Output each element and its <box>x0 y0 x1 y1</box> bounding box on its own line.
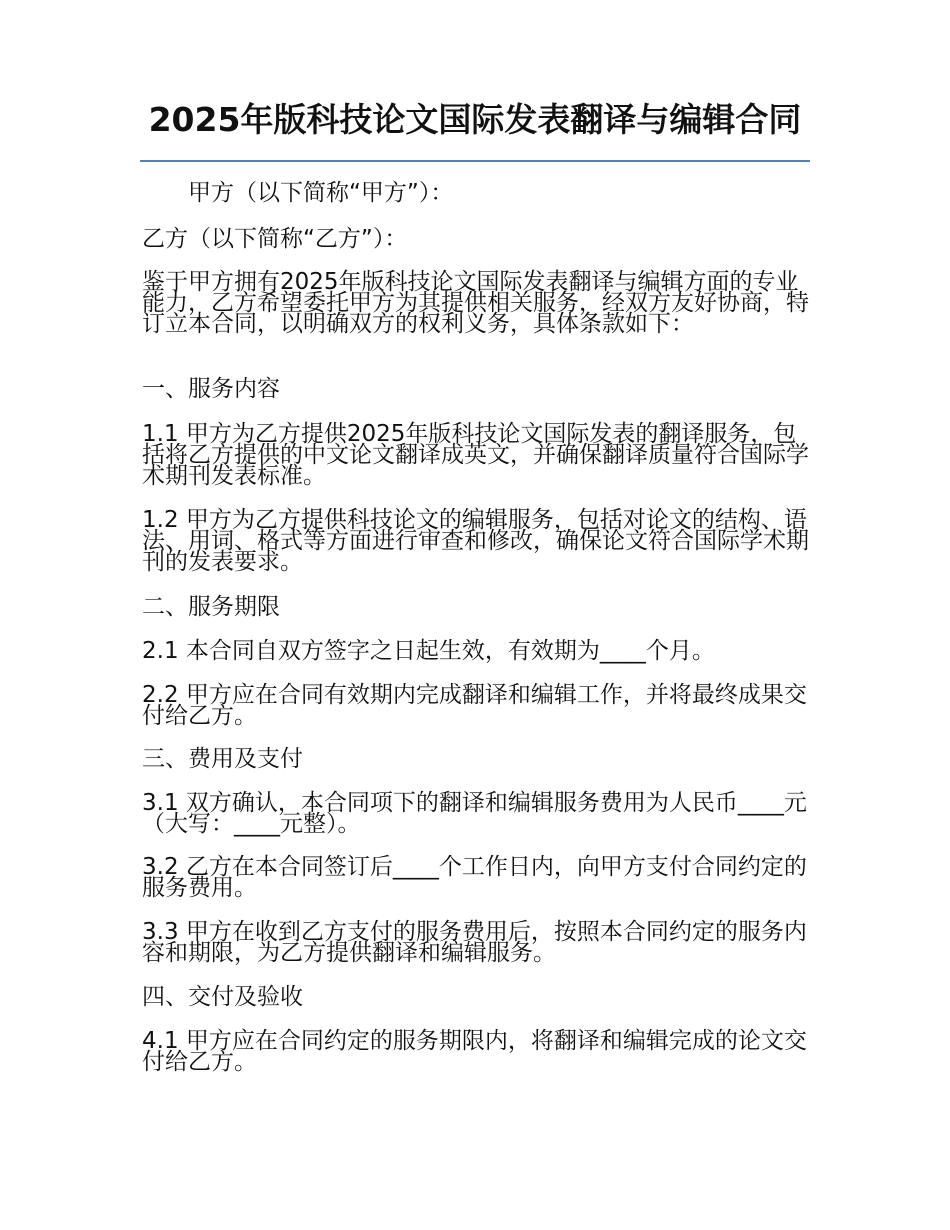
section-heading-fees-payment: 三、费用及支付 <box>142 746 303 772</box>
clause-1-2: 1.2 甲方为乙方提供科技论文的编辑服务，包括对论文的结构、语法、用词、格式等方面进行审查和修改，确保论文符合国际学术期刊的发表要求。 <box>142 507 809 575</box>
clause-3-3: 3.3 甲方在收到乙方支付的服务费用后，按照本合同约定的服务内容和期限，为乙方提供翻译和编辑服务。 <box>142 919 807 966</box>
document-title: 2025年版科技论文国际发表翻译与编辑合同 <box>148 100 802 139</box>
title-underline <box>140 160 810 162</box>
preamble-paragraph: 鉴于甲方拥有2025年版科技论文国际发表翻译与编辑方面的专业能力，乙方希望委托甲方为其提供相关服务，经双方友好协商，特订立本合同，以明确双方的权利义务，具体条款如下： <box>142 269 809 337</box>
party-b-line: 乙方（以下简称“乙方”）： <box>142 226 408 252</box>
clause-3-1: 3.1 双方确认，本合同项下的翻译和编辑服务费用为人民币____元（大写：____元整）。 <box>142 790 807 837</box>
section-heading-service-content: 一、服务内容 <box>142 376 280 402</box>
party-a-line: 甲方（以下简称“甲方”）： <box>188 180 454 206</box>
clause-1-1: 1.1 甲方为乙方提供2025年版科技论文国际发表的翻译服务，包括将乙方提供的中文论文翻译成英文，并确保翻译质量符合国际学术期刊发表标准。 <box>142 421 809 489</box>
clause-3-2: 3.2 乙方在本合同签订后____个工作日内，向甲方支付合同约定的服务费用。 <box>142 854 807 901</box>
clause-4-1: 4.1 甲方应在合同约定的服务期限内，将翻译和编辑完成的论文交付给乙方。 <box>142 1028 807 1075</box>
section-heading-service-period: 二、服务期限 <box>142 594 280 620</box>
section-heading-delivery-acceptance: 四、交付及验收 <box>142 984 303 1010</box>
clause-2-2: 2.2 甲方应在合同有效期内完成翻译和编辑工作，并将最终成果交付给乙方。 <box>142 682 807 729</box>
clause-2-1: 2.1 本合同自双方签字之日起生效，有效期为____个月。 <box>142 638 715 664</box>
